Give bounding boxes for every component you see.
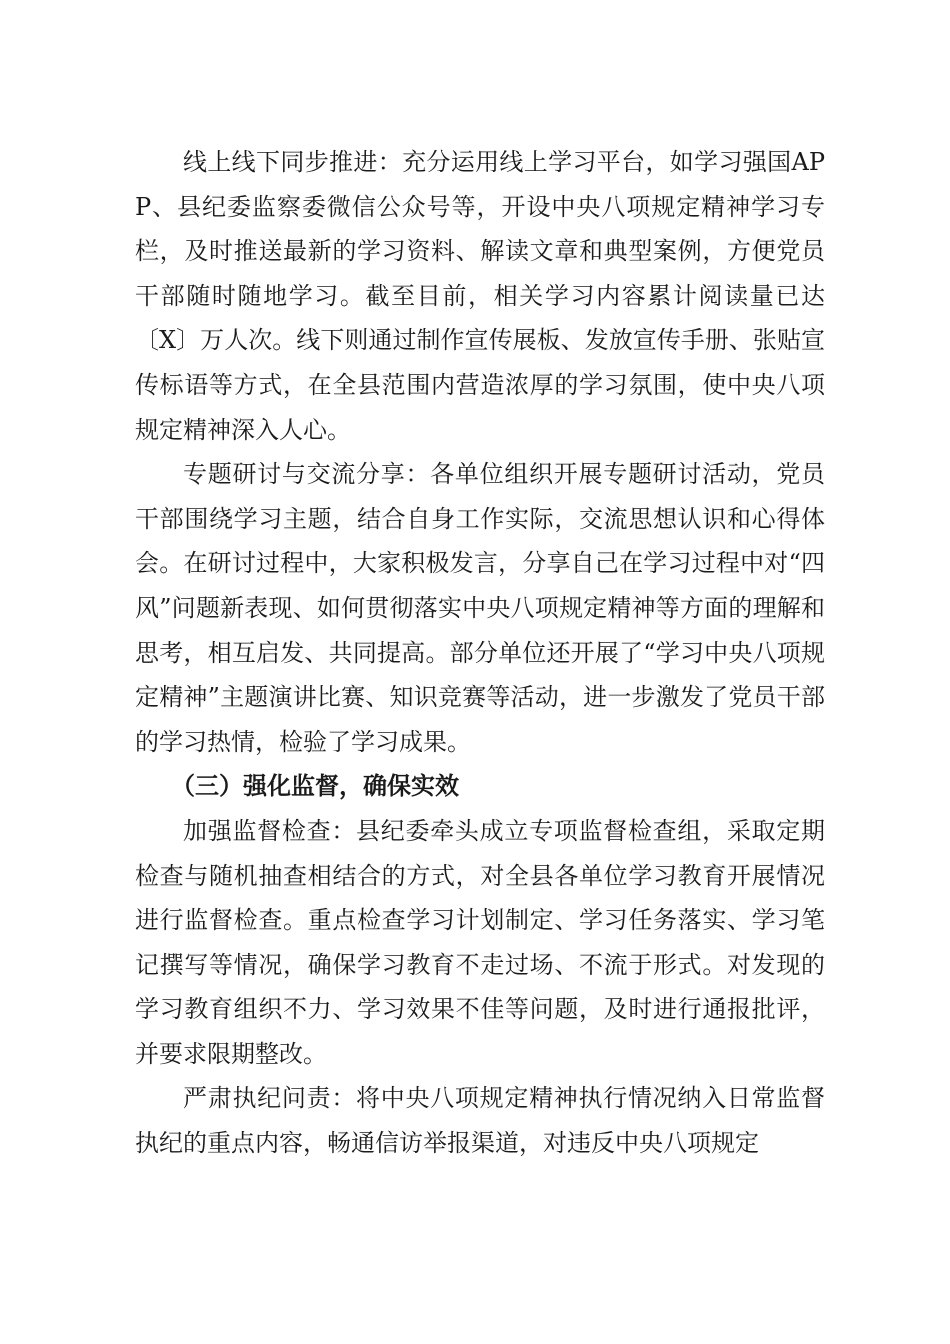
paragraph-online-offline: 线上线下同步推进：充分运用线上学习平台，如学习强国APP、县纪委监察委微信公众号等，开设中央八项规定精神学习专栏，及时推送最新的学习资料、解读文章和典型案例，方便党员干部随时随地学习。截至目前，相关学习内容累计阅读量已达〔X〕万人次。线下则通过制作宣传展板、发放宣传手册、张贴宣传标语等方式，在全县范围内营造浓厚的学习氛围，使中央八项规定精神深入人心。 [135,148,825,444]
section-heading-supervision: （三）强化监督，确保实效 [171,771,459,801]
paragraph-discipline-accountability: 严肃执纪问责：将中央八项规定精神执行情况纳入日常监督执纪的重点内容，畅通信访举报渠道，对违反中央八项规定 [135,1084,825,1158]
paragraph-seminar-exchange: 专题研讨与交流分享：各单位组织开展专题研讨活动，党员干部围绕学习主题，结合自身工作实际，交流思想认识和心得体会。在研讨过程中，大家积极发言，分享自己在学习过程中对“四风”问题新表现、如何贯彻落实中央八项规定精神等方面的理解和思考，相互启发、共同提高。部分单位还开展了“学习中央八项规定精神”主题演讲比赛、知识竞赛等活动，进一步激发了党员干部的学习热情，检验了学习成果。 [135,460,825,756]
document-body [135,140,825,1166]
paragraph-supervision-inspection: 加强监督检查：县纪委牵头成立专项监督检查组，采取定期检查与随机抽查相结合的方式，对全县各单位学习教育开展情况进行监督检查。重点检查学习计划制定、学习任务落实、学习笔记撰写等情况，确保学习教育不走过场、不流于形式。对发现的学习教育组织不力、学习效果不佳等问题，及时进行通报批评，并要求限期整改。 [135,816,825,1068]
